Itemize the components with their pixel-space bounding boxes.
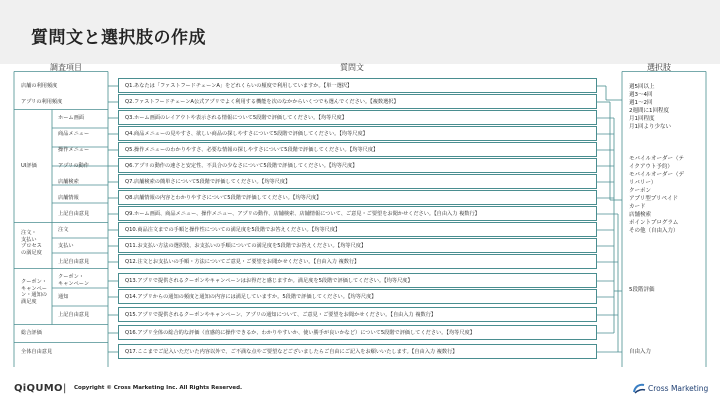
- question-text: Q3.ホーム画面のレイアウトや表示される情報について5段階で評価してください。【均等尺度】: [125, 115, 347, 121]
- question-header: 質問文: [340, 63, 364, 72]
- question-box: [118, 174, 597, 189]
- question-text: Q12.注文とお支払いの手順・方法についてご意見・ご要望をお聞かせください。【自由入力 複数行】: [125, 259, 360, 265]
- question-box: [118, 110, 597, 125]
- question-text: Q7.店舗検索の簡単さについて5段階で評価してください。【均等尺度】: [125, 179, 291, 185]
- cross-marketing-logo-icon: [632, 381, 646, 395]
- option-frequency: 2週間に1回程度: [629, 108, 669, 114]
- option-feature: リバリー）: [629, 180, 657, 186]
- category-ui: UI評価: [21, 163, 37, 169]
- option-scale: 5段階評価: [629, 287, 655, 293]
- options-header: 選択肢: [647, 63, 671, 72]
- question-box: [118, 94, 597, 109]
- subcategory-nav: 操作メニュー: [58, 147, 90, 153]
- question-box: [118, 190, 597, 205]
- question-text: Q11.お支払い方法の選択肢、お支払いの手順についての満足度を5段階でお答えください。【均等尺度】: [125, 243, 367, 249]
- question-text: Q4.商品メニューの見やすさ、欲しい商品の探しやすさについて5段階で評価してください。【均等尺度】: [125, 131, 368, 137]
- page-title: 質問文と選択肢の作成: [31, 28, 206, 48]
- subcategory-motion: アプリの動作: [58, 163, 89, 169]
- category-overall: 総合評価: [21, 330, 42, 336]
- option-feature: モバイルオーダー（デ: [629, 172, 685, 178]
- subcategory-info: 店舗情報: [58, 195, 79, 201]
- qiqumo-logo: QiQUMO: [14, 383, 63, 394]
- footer-separator: |: [63, 383, 67, 394]
- question-box: [118, 142, 597, 157]
- question-text: Q13.アプリで提供されるクーポンやキャンペーンはお得だと感じますか。満足度を5段階で評価してください。【均等尺度】: [125, 278, 413, 284]
- question-text: Q17.ここまでご記入いただいた内容以外で、ご不満な点やご要望などございましたらご自由にご記入をお願いいたします。【自由入力 複数行】: [125, 349, 458, 355]
- subcategory-coupon-campaign: クーポン・ キャンペーン: [58, 274, 90, 287]
- category-store-frequency: 店舗の利用頻度: [21, 83, 58, 89]
- category-coupon: クーポン・ キャンペー ン・通知の 満足度: [21, 279, 47, 305]
- question-box: [118, 325, 597, 340]
- copyright-text: Copyright © Cross Marketing Inc. All Rights Reserved.: [74, 385, 243, 391]
- question-text: Q8.店舗情報の内容とわかりやすさについて5段階で評価してください。【均等尺度】: [125, 195, 322, 201]
- category-header: 調査項目: [50, 63, 82, 72]
- option-feature: その他（自由入力）: [629, 228, 679, 234]
- question-box: [118, 344, 597, 359]
- question-text: Q15.アプリで提供されるクーポンやキャンペーン、アプリの通知について、ご意見・ご要望をお聞かせください。【自由入力 複数行】: [125, 312, 437, 318]
- subcategory-ui-opinion: 上記自由意見: [58, 211, 90, 217]
- question-text: Q16.アプリ全体の総合的な評価（直感的に操作できるか、わかりやすいか、使い勝手が良いかなど）について5段階で評価してください。【均等尺度】: [125, 330, 475, 336]
- question-box: [118, 78, 597, 93]
- question-text: Q1.あなたは「ファストフードチェーンA」をどれくらいの頻度で利用していますか。【単一選択】: [125, 83, 353, 89]
- category-app-frequency: アプリの利用頻度: [21, 99, 63, 105]
- option-feature: モバイルオーダー（テ: [629, 156, 685, 162]
- option-feature: アプリ型プリペイド: [629, 196, 678, 202]
- question-box: [118, 289, 597, 304]
- question-text: Q14.アプリからの通知の頻度と通知の内容には満足していますか。5段階で評価してください。【均等尺度】: [125, 294, 377, 300]
- option-feature: 店舗検索: [629, 212, 652, 218]
- option-frequency: 週3〜4回: [629, 92, 653, 98]
- option-frequency: 月1回より少ない: [629, 124, 671, 130]
- subcategory-paying: 支払い: [58, 243, 74, 249]
- question-box: [118, 126, 597, 141]
- option-feature: クーポン: [629, 188, 652, 194]
- subcategory-product: 商品メニュー: [58, 131, 90, 137]
- category-free-opinion: 全体自由意見: [21, 349, 53, 355]
- option-frequency: 月1回程度: [629, 116, 655, 122]
- subcategory-search: 店舗検索: [58, 179, 79, 185]
- question-box: [118, 273, 597, 288]
- question-box: [118, 222, 597, 237]
- option-feature: イクアウト予約）: [629, 164, 673, 170]
- subcategory-coupon-opinion: 上記自由意見: [58, 312, 90, 318]
- question-text: Q2.ファストフードチェーンA公式アプリでよく利用する機能を次のなかからいくつでも選んでください。【複数選択】: [125, 99, 399, 105]
- subcategory-ordering: 注文: [58, 227, 69, 233]
- option-feature: ポイントプログラム: [629, 220, 679, 226]
- question-box: [118, 254, 597, 269]
- cross-marketing-logo: Cross Marketing: [648, 384, 709, 393]
- question-box: [118, 206, 597, 221]
- question-text: Q5.操作メニューのわかりやすさ、必要な情報の探しやすさについて5段階で評価してください。【均等尺度】: [125, 147, 379, 153]
- subcategory-order-opinion: 上記自由意見: [58, 259, 90, 265]
- option-freeform: 自由入力: [629, 349, 652, 355]
- category-order-payment: 注文・ 支払い プロセス の満足度: [21, 230, 42, 256]
- question-text: Q10.商品注文までの手順と操作性についての満足度を5段階でお答えください。【均等尺度】: [125, 227, 341, 233]
- question-text: Q6.アプリの動作の速さと安定性、不具合の少なさについて5段階で評価してください。【均等尺度】: [125, 163, 358, 169]
- question-box: [118, 238, 597, 253]
- option-frequency: 週1〜2回: [629, 100, 653, 106]
- option-feature: カード: [629, 204, 646, 210]
- question-box: [118, 158, 597, 173]
- subcategory-notice: 通知: [58, 294, 69, 300]
- question-box: [118, 307, 597, 322]
- option-frequency: 週5回以上: [629, 84, 655, 90]
- subcategory-home: ホーム画面: [58, 115, 84, 121]
- question-text: Q9.ホーム画面、商品メニュー、操作メニュー、アプリの動作、店舗検索、店舗情報について、ご意見・ご要望をお聞かせください。【自由入力 複数行】: [125, 211, 480, 217]
